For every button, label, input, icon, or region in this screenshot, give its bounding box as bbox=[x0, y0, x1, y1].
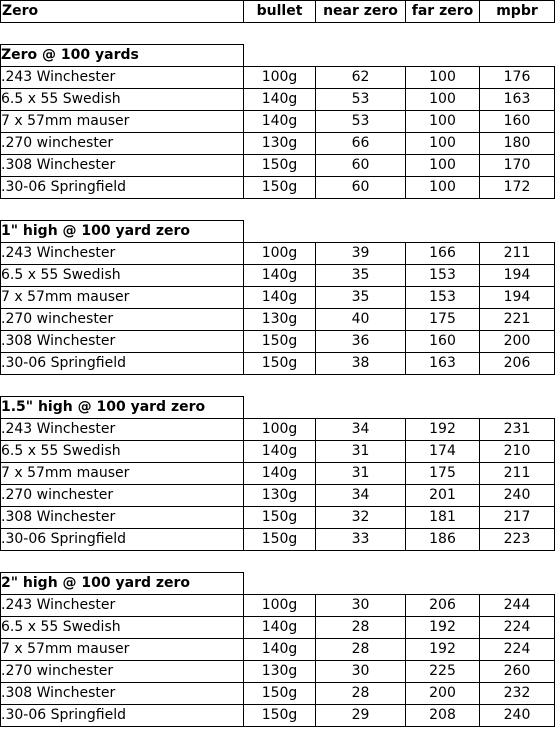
mpbr-cell: 211 bbox=[480, 462, 555, 484]
spacer-cell bbox=[1, 198, 244, 220]
mpbr-cell: 176 bbox=[480, 66, 555, 88]
near-zero-cell: 53 bbox=[316, 110, 406, 132]
section-title-row bbox=[1, 396, 555, 418]
bullet-cell: 140g bbox=[244, 286, 316, 308]
spacer-cell bbox=[244, 374, 316, 396]
cartridge-cell: 6.5 x 55 Swedish bbox=[1, 264, 244, 286]
table-row bbox=[1, 88, 555, 110]
empty-cell bbox=[406, 572, 480, 594]
mpbr-cell: 223 bbox=[480, 528, 555, 550]
mpbr-cell: 194 bbox=[480, 264, 555, 286]
spacer-cell bbox=[316, 374, 406, 396]
far-zero-cell: 192 bbox=[406, 418, 480, 440]
far-zero-cell: 175 bbox=[406, 462, 480, 484]
section-title: 1.5" high @ 100 yard zero bbox=[1, 396, 244, 418]
far-zero-cell: 153 bbox=[406, 286, 480, 308]
table-row bbox=[1, 286, 555, 308]
table-row bbox=[1, 352, 555, 374]
mpbr-cell: 244 bbox=[480, 594, 555, 616]
near-zero-cell: 32 bbox=[316, 506, 406, 528]
spacer-row bbox=[1, 198, 555, 220]
spacer-cell bbox=[406, 198, 480, 220]
table-row bbox=[1, 704, 555, 726]
spacer-row bbox=[1, 23, 555, 45]
cartridge-cell: .243 Winchester bbox=[1, 418, 244, 440]
mpbr-cell: 160 bbox=[480, 110, 555, 132]
header-bullet: bullet bbox=[244, 1, 316, 23]
cartridge-cell: 7 x 57mm mauser bbox=[1, 286, 244, 308]
cartridge-cell: .308 Winchester bbox=[1, 682, 244, 704]
cartridge-cell: .270 winchester bbox=[1, 660, 244, 682]
empty-cell bbox=[480, 572, 555, 594]
near-zero-cell: 34 bbox=[316, 484, 406, 506]
table-row bbox=[1, 660, 555, 682]
table-row bbox=[1, 264, 555, 286]
far-zero-cell: 201 bbox=[406, 484, 480, 506]
bullet-cell: 130g bbox=[244, 132, 316, 154]
empty-cell bbox=[244, 220, 316, 242]
far-zero-cell: 192 bbox=[406, 616, 480, 638]
header-mpbr: mpbr bbox=[480, 1, 555, 23]
spacer-cell bbox=[316, 23, 406, 45]
far-zero-cell: 186 bbox=[406, 528, 480, 550]
bullet-cell: 150g bbox=[244, 506, 316, 528]
far-zero-cell: 206 bbox=[406, 594, 480, 616]
header-near-zero: near zero bbox=[316, 1, 406, 23]
spacer-cell bbox=[244, 198, 316, 220]
near-zero-cell: 60 bbox=[316, 176, 406, 198]
near-zero-cell: 62 bbox=[316, 66, 406, 88]
bullet-cell: 140g bbox=[244, 462, 316, 484]
bullet-cell: 150g bbox=[244, 330, 316, 352]
cartridge-cell: .270 winchester bbox=[1, 132, 244, 154]
near-zero-cell: 30 bbox=[316, 660, 406, 682]
near-zero-cell: 31 bbox=[316, 440, 406, 462]
near-zero-cell: 66 bbox=[316, 132, 406, 154]
mpbr-cell: 163 bbox=[480, 88, 555, 110]
near-zero-cell: 31 bbox=[316, 462, 406, 484]
far-zero-cell: 200 bbox=[406, 682, 480, 704]
bullet-cell: 140g bbox=[244, 110, 316, 132]
cartridge-cell: .30-06 Springfield bbox=[1, 704, 244, 726]
empty-cell bbox=[316, 572, 406, 594]
cartridge-cell: .308 Winchester bbox=[1, 154, 244, 176]
cartridge-cell: .30-06 Springfield bbox=[1, 528, 244, 550]
far-zero-cell: 225 bbox=[406, 660, 480, 682]
empty-cell bbox=[244, 572, 316, 594]
cartridge-cell: 6.5 x 55 Swedish bbox=[1, 616, 244, 638]
empty-cell bbox=[480, 44, 555, 66]
empty-cell bbox=[480, 220, 555, 242]
table-row bbox=[1, 682, 555, 704]
table-row bbox=[1, 418, 555, 440]
table-row bbox=[1, 506, 555, 528]
near-zero-cell: 39 bbox=[316, 242, 406, 264]
near-zero-cell: 28 bbox=[316, 682, 406, 704]
section-title: 1" high @ 100 yard zero bbox=[1, 220, 244, 242]
bullet-cell: 130g bbox=[244, 308, 316, 330]
spacer-cell bbox=[1, 374, 244, 396]
far-zero-cell: 208 bbox=[406, 704, 480, 726]
mpbr-cell: 224 bbox=[480, 616, 555, 638]
header-row bbox=[1, 1, 555, 23]
mpbr-cell: 180 bbox=[480, 132, 555, 154]
spacer-cell bbox=[244, 23, 316, 45]
empty-cell bbox=[316, 220, 406, 242]
far-zero-cell: 174 bbox=[406, 440, 480, 462]
bullet-cell: 150g bbox=[244, 352, 316, 374]
spacer-cell bbox=[480, 550, 555, 572]
near-zero-cell: 30 bbox=[316, 594, 406, 616]
section-title-row bbox=[1, 572, 555, 594]
far-zero-cell: 163 bbox=[406, 352, 480, 374]
cartridge-cell: .30-06 Springfield bbox=[1, 352, 244, 374]
empty-cell bbox=[406, 44, 480, 66]
near-zero-cell: 35 bbox=[316, 264, 406, 286]
mpbr-cell: 172 bbox=[480, 176, 555, 198]
spacer-cell bbox=[406, 550, 480, 572]
bullet-cell: 140g bbox=[244, 440, 316, 462]
mpbr-cell: 170 bbox=[480, 154, 555, 176]
table-row bbox=[1, 528, 555, 550]
table-row bbox=[1, 484, 555, 506]
mpbr-cell: 232 bbox=[480, 682, 555, 704]
empty-cell bbox=[316, 44, 406, 66]
bullet-cell: 140g bbox=[244, 616, 316, 638]
section-title: Zero @ 100 yards bbox=[1, 44, 244, 66]
bullet-cell: 130g bbox=[244, 660, 316, 682]
header-zero: Zero bbox=[1, 1, 244, 23]
mpbr-cell: 217 bbox=[480, 506, 555, 528]
spacer-cell bbox=[480, 374, 555, 396]
mpbr-cell: 224 bbox=[480, 638, 555, 660]
far-zero-cell: 175 bbox=[406, 308, 480, 330]
spacer-cell bbox=[406, 23, 480, 45]
cartridge-cell: .308 Winchester bbox=[1, 506, 244, 528]
spacer-cell bbox=[244, 550, 316, 572]
bullet-cell: 150g bbox=[244, 704, 316, 726]
header-far-zero: far zero bbox=[406, 1, 480, 23]
table-row bbox=[1, 594, 555, 616]
cartridge-cell: 6.5 x 55 Swedish bbox=[1, 88, 244, 110]
bullet-cell: 150g bbox=[244, 528, 316, 550]
empty-cell bbox=[406, 396, 480, 418]
far-zero-cell: 100 bbox=[406, 176, 480, 198]
near-zero-cell: 40 bbox=[316, 308, 406, 330]
table-row bbox=[1, 132, 555, 154]
cartridge-cell: 7 x 57mm mauser bbox=[1, 110, 244, 132]
far-zero-cell: 100 bbox=[406, 110, 480, 132]
table-row bbox=[1, 638, 555, 660]
bullet-cell: 150g bbox=[244, 176, 316, 198]
section-title-row bbox=[1, 220, 555, 242]
far-zero-cell: 160 bbox=[406, 330, 480, 352]
bullet-cell: 140g bbox=[244, 88, 316, 110]
far-zero-cell: 192 bbox=[406, 638, 480, 660]
empty-cell bbox=[406, 220, 480, 242]
far-zero-cell: 100 bbox=[406, 132, 480, 154]
cartridge-cell: .270 winchester bbox=[1, 484, 244, 506]
far-zero-cell: 100 bbox=[406, 88, 480, 110]
bullet-cell: 150g bbox=[244, 682, 316, 704]
spacer-cell bbox=[316, 550, 406, 572]
table-row bbox=[1, 330, 555, 352]
empty-cell bbox=[316, 396, 406, 418]
table-row bbox=[1, 110, 555, 132]
spacer-cell bbox=[480, 198, 555, 220]
near-zero-cell: 36 bbox=[316, 330, 406, 352]
far-zero-cell: 166 bbox=[406, 242, 480, 264]
table-row bbox=[1, 66, 555, 88]
bullet-cell: 100g bbox=[244, 66, 316, 88]
section-title-row bbox=[1, 44, 555, 66]
cartridge-cell: .243 Winchester bbox=[1, 66, 244, 88]
near-zero-cell: 53 bbox=[316, 88, 406, 110]
spacer-cell bbox=[406, 374, 480, 396]
bullet-cell: 140g bbox=[244, 638, 316, 660]
far-zero-cell: 153 bbox=[406, 264, 480, 286]
near-zero-cell: 33 bbox=[316, 528, 406, 550]
mpbr-cell: 210 bbox=[480, 440, 555, 462]
mpbr-cell: 221 bbox=[480, 308, 555, 330]
mpbr-cell: 260 bbox=[480, 660, 555, 682]
mpbr-cell: 206 bbox=[480, 352, 555, 374]
far-zero-cell: 100 bbox=[406, 66, 480, 88]
mpbr-cell: 211 bbox=[480, 242, 555, 264]
near-zero-cell: 34 bbox=[316, 418, 406, 440]
spacer-cell bbox=[316, 198, 406, 220]
mpbr-cell: 231 bbox=[480, 418, 555, 440]
bullet-cell: 130g bbox=[244, 484, 316, 506]
near-zero-cell: 35 bbox=[316, 286, 406, 308]
table-body bbox=[1, 1, 555, 727]
empty-cell bbox=[480, 396, 555, 418]
section-title: 2" high @ 100 yard zero bbox=[1, 572, 244, 594]
cartridge-cell: 7 x 57mm mauser bbox=[1, 638, 244, 660]
mpbr-cell: 194 bbox=[480, 286, 555, 308]
near-zero-cell: 29 bbox=[316, 704, 406, 726]
mpbr-cell: 240 bbox=[480, 704, 555, 726]
bullet-cell: 150g bbox=[244, 154, 316, 176]
spacer-row bbox=[1, 374, 555, 396]
mpbr-cell: 200 bbox=[480, 330, 555, 352]
cartridge-cell: 6.5 x 55 Swedish bbox=[1, 440, 244, 462]
spacer-row bbox=[1, 550, 555, 572]
spacer-cell bbox=[1, 23, 244, 45]
cartridge-cell: .243 Winchester bbox=[1, 242, 244, 264]
spacer-cell bbox=[1, 550, 244, 572]
cartridge-cell: .270 winchester bbox=[1, 308, 244, 330]
bullet-cell: 100g bbox=[244, 242, 316, 264]
spacer-cell bbox=[480, 23, 555, 45]
far-zero-cell: 181 bbox=[406, 506, 480, 528]
empty-cell bbox=[244, 396, 316, 418]
cartridge-cell: 7 x 57mm mauser bbox=[1, 462, 244, 484]
near-zero-cell: 38 bbox=[316, 352, 406, 374]
bullet-cell: 100g bbox=[244, 418, 316, 440]
far-zero-cell: 100 bbox=[406, 154, 480, 176]
cartridge-cell: .30-06 Springfield bbox=[1, 176, 244, 198]
table-row bbox=[1, 154, 555, 176]
table-row bbox=[1, 616, 555, 638]
cartridge-cell: .243 Winchester bbox=[1, 594, 244, 616]
table-row bbox=[1, 462, 555, 484]
near-zero-cell: 60 bbox=[316, 154, 406, 176]
table-row bbox=[1, 176, 555, 198]
near-zero-cell: 28 bbox=[316, 638, 406, 660]
table-row bbox=[1, 440, 555, 462]
mpbr-cell: 240 bbox=[480, 484, 555, 506]
bullet-cell: 140g bbox=[244, 264, 316, 286]
table-row bbox=[1, 308, 555, 330]
bullet-cell: 100g bbox=[244, 594, 316, 616]
cartridge-cell: .308 Winchester bbox=[1, 330, 244, 352]
near-zero-cell: 28 bbox=[316, 616, 406, 638]
empty-cell bbox=[244, 44, 316, 66]
table-row bbox=[1, 242, 555, 264]
